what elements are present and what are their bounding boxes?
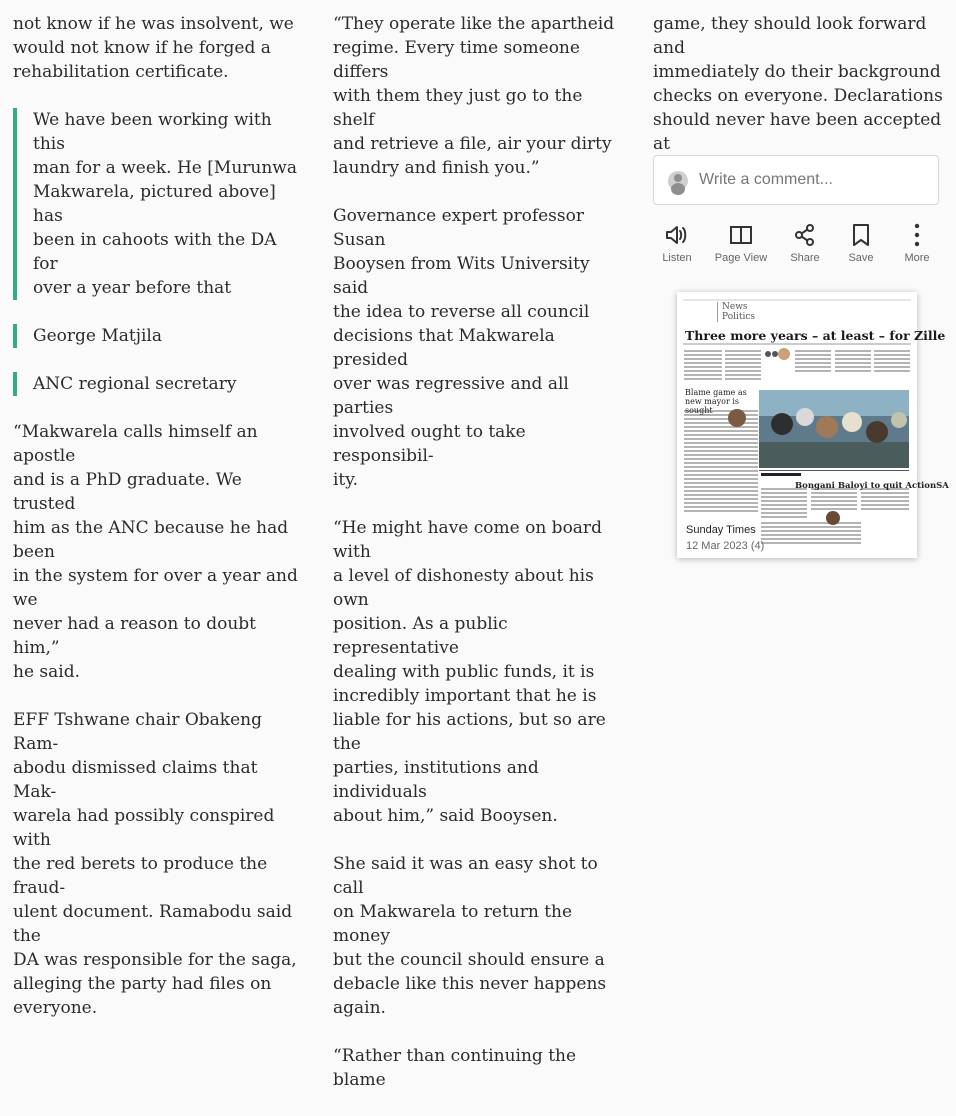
publication-name: Sunday Times — [686, 524, 756, 536]
pull-quote: We have been working with this man for a week. He [Murunwa Makwarela, pictured above] has been in cahoots with the DA for over a year before that — [13, 108, 303, 300]
listen-button[interactable] — [647, 223, 707, 264]
more-button[interactable] — [887, 223, 947, 264]
page-view-icon — [728, 223, 754, 247]
article-paragraph: “They operate like the apartheid regime. Every time someone differs with them they just go to the shelf and retrieve a file, air your dirty laundry and finish you.” — [333, 14, 615, 178]
newspaper-subhead-bottom: Bongani Baloyi to quit ActionSA — [795, 481, 949, 491]
more-label: More — [904, 252, 930, 264]
pull-quote: ANC regional secretary — [13, 372, 303, 396]
save-button[interactable] — [831, 223, 891, 264]
publication-date — [686, 540, 764, 552]
page-count: (4) — [750, 540, 765, 552]
page-view-label: Page View — [714, 252, 768, 264]
article-paragraph: Governance expert professor Susan Booysen from Wits University said the idea to reverse all council decisions that Makwarela presided over was regressive and all parties involved ought to take responsibil- ity. — [333, 206, 590, 490]
article-column-1 — [13, 12, 303, 1044]
page-view-button[interactable] — [711, 223, 771, 264]
article-paragraph: “Rather than continuing the blame — [333, 1046, 577, 1090]
pull-quote: George Matjila — [13, 324, 303, 348]
share-button[interactable] — [775, 223, 835, 264]
article-actions-toolbar — [653, 223, 943, 273]
article-column-2 — [333, 12, 623, 1116]
newspaper-section-label: News Politics — [717, 302, 755, 322]
article-paragraph: “He might have come on board with a level of dishonesty about his own position. As a public representative dealing with public funds, it is incredibly important that he is liable for his actions, but so are the parties, institutions and individuals about him,” said Booysen. — [333, 518, 606, 826]
date-text: 12 Mar 2023 — [686, 540, 748, 552]
article-paragraph: “Makwarela calls himself an apostle and is a PhD graduate. We trusted him as the ANC because he had been in the system for over a year and we never had a reason to doubt him,” he said. — [13, 422, 298, 682]
bookmark-icon — [848, 223, 874, 247]
share-icon — [792, 223, 818, 247]
article-paragraph: not know if he was insolvent, we would not know if he forged a rehabilitation certificate. — [13, 14, 294, 82]
comment-placeholder: Write a comment... — [699, 171, 833, 188]
article-paragraph: She said it was an easy shot to call on Makwarela to return the money but the council should ensure a debacle like this never happens again. — [333, 854, 607, 1018]
newspaper-page-thumbnail[interactable] — [677, 292, 949, 558]
article-paragraph: EFF Tshwane chair Obakeng Ram- abodu dismissed claims that Mak- warela had possibly conspired with the red berets to produce the fraud- ulent document. Ramabodu said the DA was responsible for the saga, alleging the party had files on everyone. — [13, 710, 297, 1018]
newspaper-subhead-left: Blame game as new mayor is sought — [685, 388, 747, 415]
share-label: Share — [790, 252, 820, 264]
newspaper-headline: Three more years – at least – for Zille — [685, 328, 946, 343]
listen-label: Listen — [662, 252, 692, 264]
save-label: Save — [848, 252, 874, 264]
user-avatar-icon — [668, 171, 688, 191]
article-paragraph: game, they should look forward and immediately do their background checks on everyone. Declarations should never have been accepted at — [653, 14, 943, 154]
speaker-icon — [664, 223, 690, 247]
comment-input[interactable] — [653, 155, 939, 205]
more-vertical-icon — [904, 223, 930, 247]
